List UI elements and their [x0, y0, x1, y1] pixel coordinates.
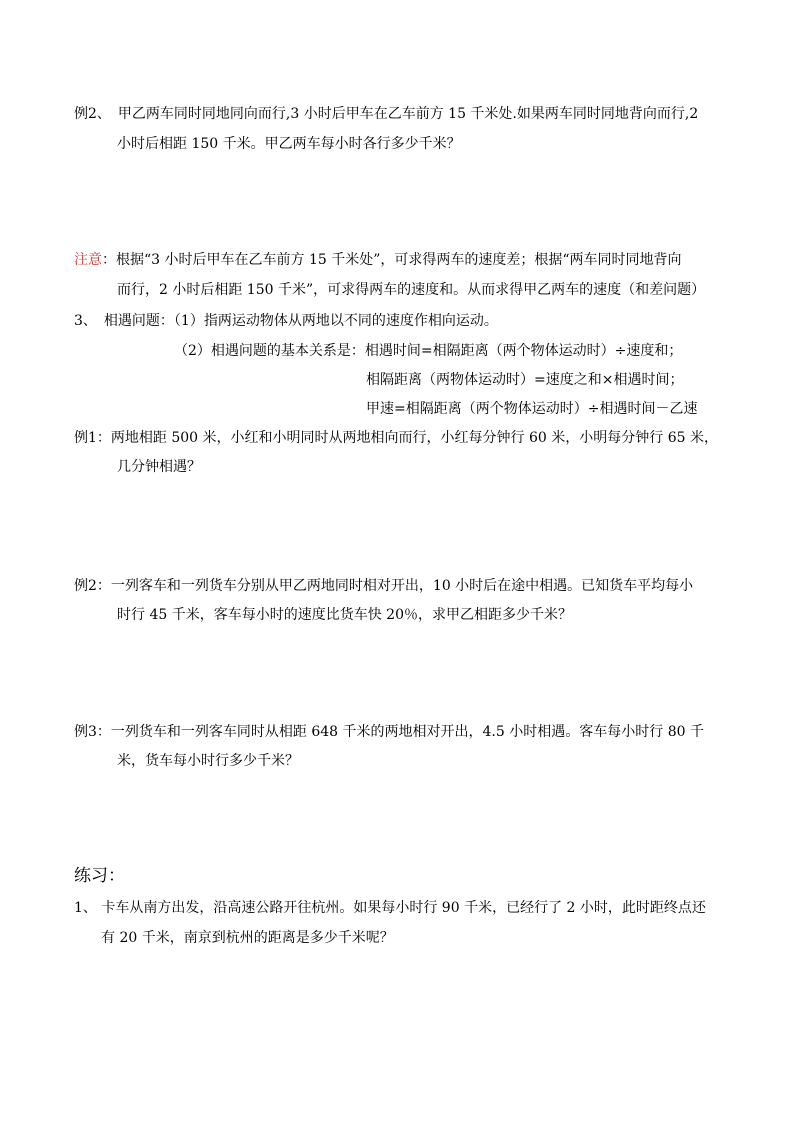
section-3-rule-3: 相隔距离（两物体运动时）=速度之和×相遇时间；: [366, 372, 684, 388]
note-line-1: [74, 250, 682, 270]
practice-heading: 练习：: [74, 866, 125, 886]
section-3-rule-2: （2）相遇问题的基本关系是：相遇时间=相隔距离（两个物体运动时）÷速度和；: [174, 343, 683, 359]
example-1-line-2: 几分钟相遇？: [117, 459, 201, 475]
example-2b-line-1: 例2：一列客车和一列货车分别从甲乙两地同时相对开出，10 小时后在途中相遇。已知货车平均每小: [74, 578, 694, 594]
section-3-title: 3、 相遇问题：（1）指两运动物体从两地以不同的速度作相向运动。: [74, 313, 498, 329]
example-2b-line-2: 时行 45 千米，客车每小时的速度比货车快 20％，求甲乙相距多少千米？: [117, 607, 572, 623]
section-3-rule-4: 甲速=相隔距离（两个物体运动时）÷相遇时间－乙速: [366, 401, 698, 417]
example-3-line-2: 米，货车每小时行多少千米？: [117, 753, 299, 769]
note-line-1-text: ：根据“3 小时后甲车在乙车前方 15 千米处”，可求得两车的速度差；根据“两车同时同地背向: [102, 252, 682, 268]
example-1-line-1: 例1：两地相距 500 米，小红和小明同时从两地相向而行，小红每分钟行 60 米，小明每分钟行 65 米，: [74, 430, 718, 446]
example-2a-line-1: 例2、 甲乙两车同时同地同向而行,3 小时后甲车在乙车前方 15 千米处.如果两车同时同地背向而行,2: [74, 106, 699, 122]
note-label: 注意: [74, 252, 102, 268]
note-line-2: 而行，2 小时后相距 150 千米”，可求得两车的速度和。从而求得甲乙两车的速度（和差问题）: [117, 282, 706, 298]
practice-item-1-line-2: 有 20 千米，南京到杭州的距离是多少千米呢？: [101, 930, 394, 946]
practice-item-1-line-1: 1、 卡车从南方出发，沿高速公路开往杭州。如果每小时行 90 千米，已经行了 2 小时，此时距终点还: [74, 900, 706, 916]
example-2a-line-2: 小时后相距 150 千米。甲乙两车每小时各行多少千米？: [117, 136, 461, 152]
example-3-line-1: 例3：一列货车和一列客车同时从相距 648 千米的两地相对开出，4.5 小时相遇。客车每小时行 80 千: [74, 724, 704, 740]
